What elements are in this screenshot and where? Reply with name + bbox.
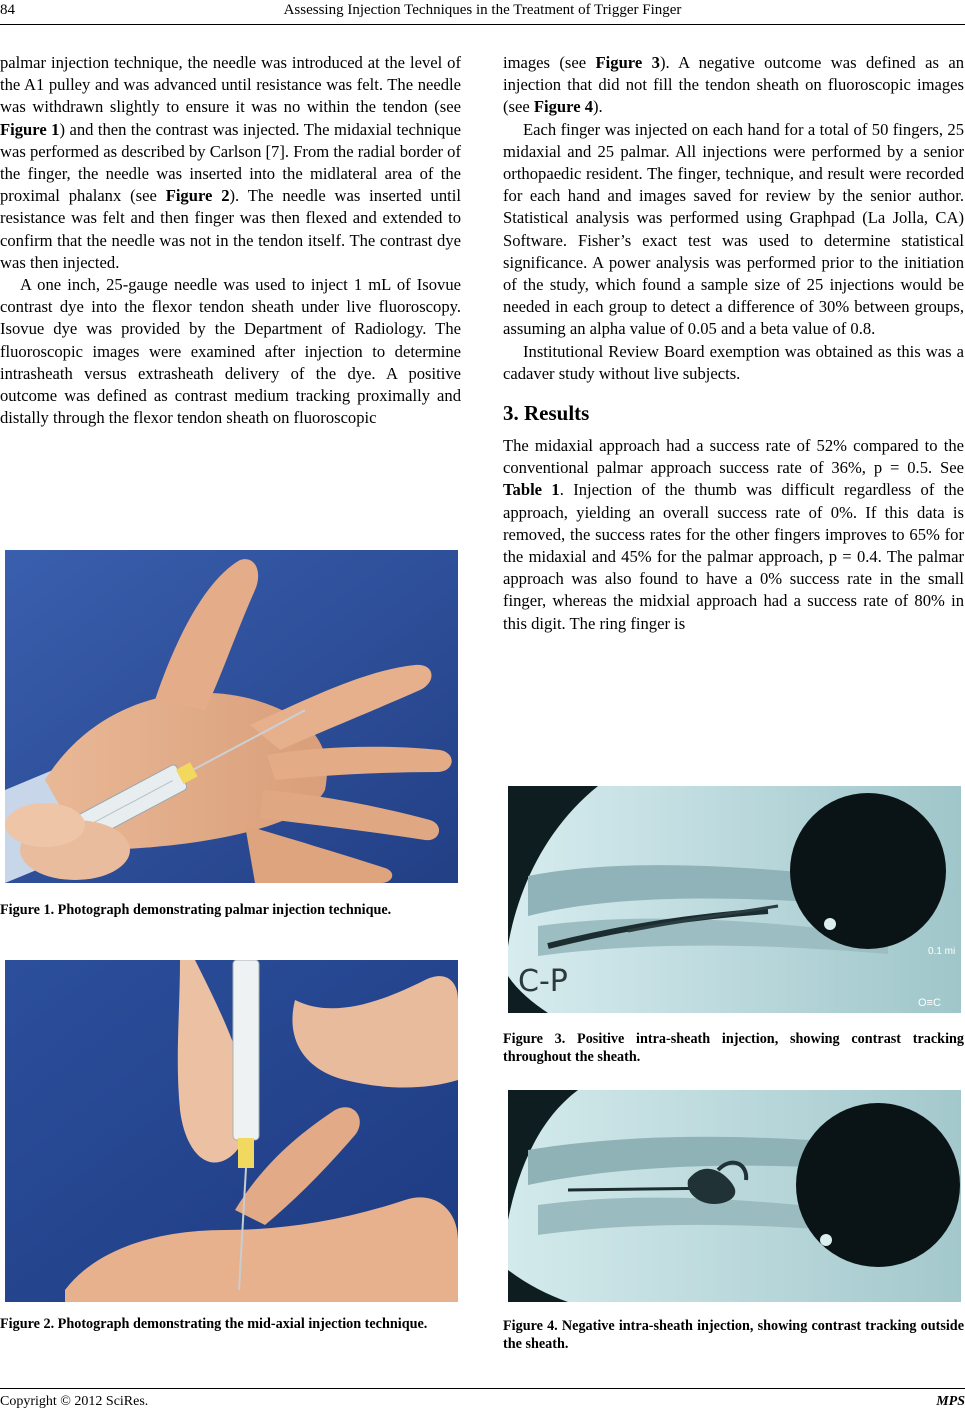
figure-2-photo [5,960,458,1302]
right-paragraph-1: images (see Figure 3). A negative outcome was defined as an injection that did not fill the tendon sheath on fluoroscopic images (see Figure 4). [503,53,964,117]
figure-3-caption: Figure 3. Positive intra-sheath injection, showing contrast tracking throughout the sheath. [503,1031,964,1065]
page-number: 84 [0,2,15,18]
midaxial-injection-illustration [5,960,458,1302]
figure-1-photo [5,550,458,883]
figure-4-fluoroscopy-image [508,1090,961,1302]
header-rule [0,24,965,25]
figure-4-reference: Figure 4 [533,97,594,117]
right-column [503,52,964,635]
figure-3-fluoroscopy-image [508,786,961,1013]
figure-1-caption: Figure 1. Photograph demonstrating palmar injection technique. [0,902,392,918]
negative-fluoroscopy-illustration [508,1090,961,1302]
section-heading-results: 3. Results [503,401,590,426]
palmar-injection-illustration [5,550,458,883]
left-column [0,52,461,429]
copyright-notice: Copyright © 2012 SciRes. [0,1394,149,1409]
figure-3-reference: Figure 3 [595,53,660,72]
figure-4-caption: Figure 4. Negative intra-sheath injection, showing contrast tracking outside the sheath. [503,1318,964,1352]
left-paragraph-2: A one inch, 25-gauge needle was used to inject 1 mL of Isovue contrast dye into the flexor tendon sheath under live fluoroscopy. Isovue dye was provided by the Department of Radiology. The fluoroscopic images were examined after injection to determine intrasheath versus extrasheath delivery of the dye. A positive outcome was defined as contrast medium tracking proximally and distally through the flexor tendon sheath on fluoroscopic [0,275,461,428]
running-title: Assessing Injection Techniques in the Treatment of Trigger Finger [283,2,682,18]
figure-3-scale-text: 0.1 mi [928,946,956,957]
right-paragraph-4: The midaxial approach had a success rate of 52% compared to the conventional palmar approach success rate of 36%, p = 0.5. See Table 1. Injection of the thumb was difficult regardless of the approach, yielding an overall success rate of 0%. If this data is removed, the success rates for the other fingers improves to 65% for the midaxial and 45% for the palmar approach, p = 0.4. The palmar approach was also found to have a 0% success rate in the small finger, whereas the midxial approach had a success rate of 80% in this digit. The ring finger is [503,436,964,633]
figure-3-handwritten-label: C-P [518,964,568,999]
table-1-reference: Table 1 [503,480,560,500]
footer-rule [0,1388,965,1389]
left-paragraph-1: palmar injection technique, the needle was introduced at the level of the A1 pulley and was advanced until resistance was felt. The needle was withdrawn slightly to ensure it was no within the tendon (see Figure 1) and then the contrast was injected. The midaxial technique was performed as described by Carlson [7]. From the radial border of the finger, the needle was inserted into the midlateral area of the proximal phalanx (see Figure 2). The needle was inserted until resistance was felt and then finger was then flexed and extended to confirm that the needle was not in the tendon itself. The contrast dye was then injected. [0,53,461,272]
positive-fluoroscopy-illustration [508,786,961,1013]
right-paragraph-2: Each finger was injected on each hand for a total of 50 fingers, 25 midaxial and 25 palmar. All injections were performed by a senior orthopaedic resident. The finger, technique, and result were recorded for each hand and images saved for review by the senior author. Statistical analysis was performed using Graphpad (La Jolla, CA) Software. Fisher’s exact test was used to determine statistical significance. A power analysis was performed prior to the initiation of the study, which found a sample size of 25 injections would be needed in each group to detect a difference of 30% between groups, assuming an alpha value of 0.05 and a beta value of 0.8. [503,119,964,339]
right-paragraph-3: Institutional Review Board exemption was obtained as this was a cadaver study without live subjects. [503,341,964,383]
figure-3-corner-text: O≡C [918,997,941,1009]
figure-2-caption: Figure 2. Photograph demonstrating the mid-axial injection technique. [0,1316,428,1332]
page-header [0,0,965,26]
figure-1-reference: Figure 1 [0,119,60,139]
journal-name: MPS [936,1394,965,1409]
figure-2-reference: Figure 2 [165,186,230,206]
